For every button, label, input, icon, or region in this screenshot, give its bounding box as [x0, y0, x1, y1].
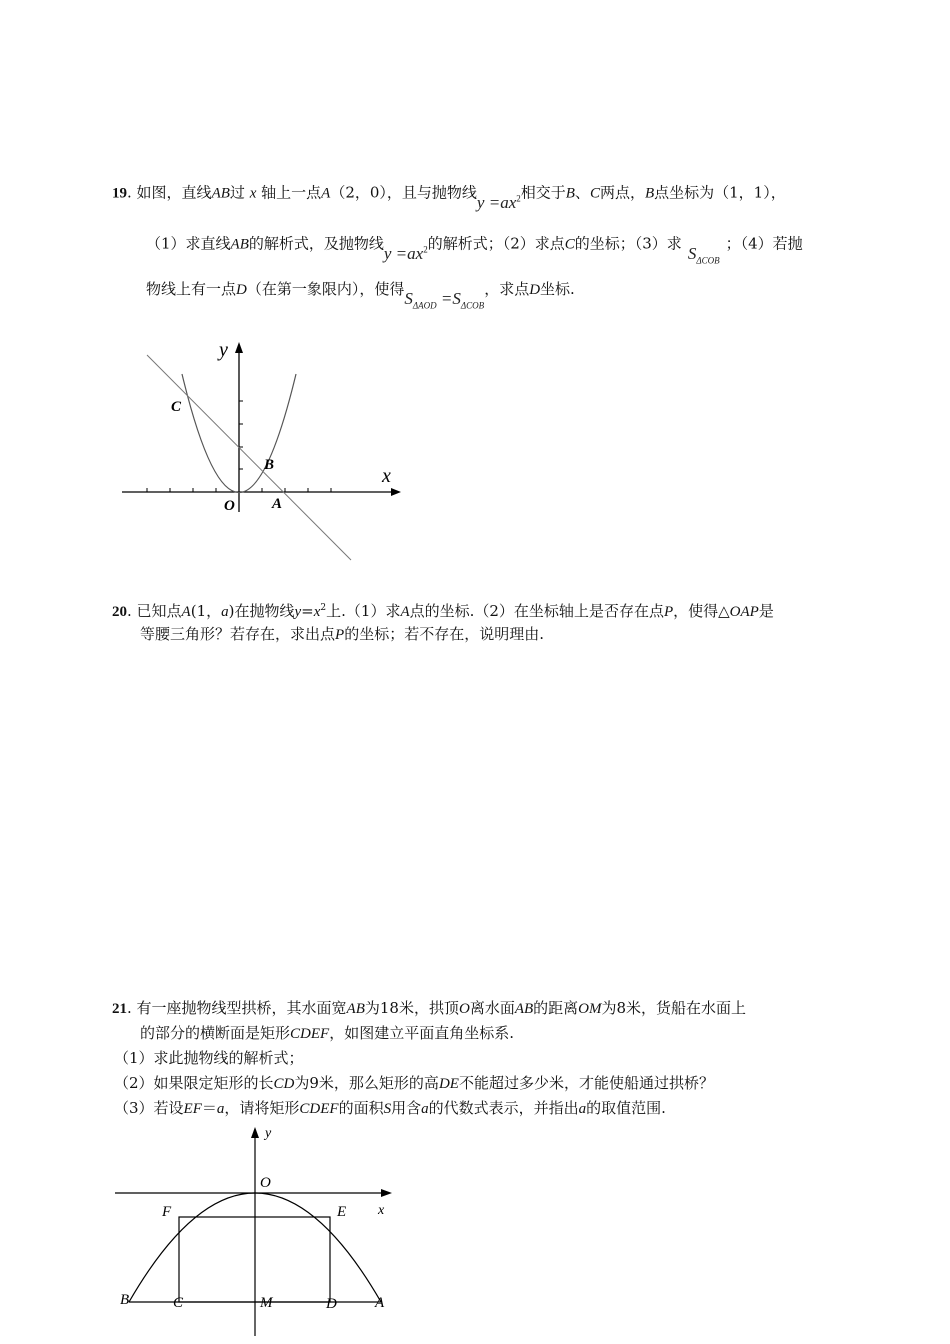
q21-label-x: x: [378, 1203, 385, 1218]
q21-text: 的距离: [533, 999, 579, 1017]
q21-var: DE: [438, 1076, 459, 1092]
q19-text: ，求点: [484, 280, 530, 298]
q20-text: 等腰三角形？若存在，求出点: [140, 625, 336, 643]
q21-text: ，请将矩形: [224, 1099, 300, 1117]
q19-text: 两点，: [599, 183, 645, 202]
q19-label-x: x: [382, 465, 391, 487]
q19-area-equation: $S_{\Delta AOD} =S_{\Delta COB}$: [404, 289, 485, 311]
q21-text: 的代数式表示，并指出: [428, 1099, 579, 1117]
q21-text: 的部分的横断面是矩形: [140, 1024, 291, 1042]
q19-y-arrow: [235, 342, 243, 353]
q19-text: 坐标.: [540, 280, 575, 298]
q19-label-o: O: [224, 498, 235, 514]
q19-var: AB: [211, 185, 230, 202]
q21-text: 的面积: [338, 1099, 384, 1117]
q19-text: 的坐标；（3）求: [574, 234, 682, 253]
q21-var: CDEF: [299, 1101, 339, 1117]
q21-line2: [140, 1023, 514, 1044]
q19-var: C: [564, 236, 575, 253]
q19-var: A: [321, 185, 331, 202]
q20-text: =: [301, 602, 314, 620]
q19-parabola-formula: $y =ax^2$: [476, 192, 521, 212]
q20-text: 点的坐标.（2）在坐标轴上是否存在点: [409, 602, 664, 620]
q21-label-o: O: [260, 1175, 271, 1191]
q19-number: 19: [112, 185, 127, 202]
q19-var: AB: [230, 236, 249, 253]
q20-var: y: [294, 604, 302, 620]
q21-figure: [0, 1110, 950, 1344]
q20-var: A: [181, 604, 191, 620]
q21-text: 不能超过多少米，才能使船通过拱桥？: [458, 1074, 714, 1092]
q21-label-y: y: [265, 1126, 272, 1141]
q20-var: P: [335, 627, 345, 643]
q21-text: 为9米，那么矩形的高: [294, 1074, 439, 1092]
q20-text: ，使得△: [673, 602, 730, 620]
q21-text: （3）若设: [114, 1099, 184, 1117]
q19-text: （2，0），且与抛物线: [330, 183, 477, 202]
q21-label-f: F: [162, 1204, 172, 1220]
q19-text: 点坐标为（1，1），: [654, 183, 786, 202]
q21-text: （1）求此抛物线的解析式；: [114, 1049, 304, 1067]
q20-text: . 已知点: [127, 602, 182, 620]
q21-sub2: [114, 1073, 714, 1094]
q19-text: 的解析式，及抛物线: [248, 234, 384, 253]
q21-x-arrow: [381, 1189, 392, 1197]
q21-label-e: E: [337, 1204, 347, 1220]
q19-var: D: [236, 282, 247, 298]
q20-text: 上.（1）求: [326, 602, 401, 620]
q19-text: .: [127, 183, 132, 202]
q19-text: 过: [229, 183, 245, 202]
q21-text: （2）如果限定矩形的长: [114, 1074, 274, 1092]
q19-text: 如图，直线: [131, 183, 212, 202]
q19-text: 的解析式；（2）求点: [427, 234, 565, 253]
q19-label-b: B: [264, 457, 275, 473]
q19-label-c: C: [171, 399, 182, 415]
q21-var: a: [578, 1101, 587, 1117]
q20-text: 的坐标；若不存在，说明理由.: [344, 625, 544, 643]
q19-text: （1）求直线: [146, 234, 231, 253]
q21-label-d: D: [326, 1296, 337, 1312]
q19-var: D: [529, 282, 541, 298]
q21-label-c: C: [173, 1295, 184, 1311]
q21-y-arrow: [251, 1127, 259, 1138]
q20-number: 20: [112, 604, 127, 620]
q19-label-a: A: [272, 496, 283, 512]
q19-x-arrow: [391, 488, 401, 496]
q21-text: ＝: [201, 1099, 217, 1117]
q21-var: CD: [273, 1076, 295, 1092]
q19-text: 、: [574, 183, 590, 202]
q19-text: 物线上有一点: [146, 280, 237, 298]
q21-text: 用含: [391, 1099, 422, 1117]
q21-label-a: A: [375, 1295, 385, 1311]
q20-line2: [140, 624, 544, 645]
q19-text: （在第一象限内），使得: [246, 280, 405, 298]
q21-var: S: [383, 1101, 392, 1117]
q19-text: 轴上一点: [261, 183, 322, 202]
q20-exponent: 2: [320, 603, 327, 613]
q21-label-m: M: [260, 1295, 273, 1311]
q21-number: 21: [112, 1001, 127, 1017]
q19-var: x: [249, 185, 257, 202]
q19-parabola-formula: $y =ax^2$: [383, 243, 428, 263]
q21-var: CDEF: [290, 1026, 330, 1042]
q19-line-ab: [147, 355, 351, 560]
q20-var: a: [221, 604, 229, 620]
q20-text: (1，: [190, 602, 222, 620]
q20-text: )在抛物线: [228, 602, 295, 620]
q21-line1: [112, 998, 746, 1019]
q19-var: C: [589, 185, 600, 202]
q21-text: . 有一座抛物线型拱桥，其水面宽: [127, 999, 347, 1017]
q21-text: 的取值范围.: [586, 1099, 666, 1117]
q21-var: EF: [183, 1101, 202, 1117]
q19-figure: [0, 0, 950, 600]
q21-sub1: [114, 1048, 304, 1068]
q20-line1: [112, 598, 774, 622]
q19-text: 相交于: [520, 183, 566, 202]
q19-label-y: y: [219, 339, 228, 361]
q21-var: O: [458, 1001, 470, 1017]
q20-var: A: [400, 604, 410, 620]
q21-var: a: [216, 1101, 225, 1117]
q20-var: x: [313, 604, 321, 620]
q21-var: a: [421, 1101, 429, 1117]
q21-text: ，如图建立平面直角坐标系.: [329, 1024, 514, 1042]
q20-var: OAP: [729, 604, 759, 620]
q21-label-b: B: [120, 1292, 130, 1308]
q21-text: 离水面: [469, 999, 515, 1017]
q19-var: B: [565, 185, 575, 202]
q20-text: 是: [758, 602, 774, 620]
q20-var: P: [663, 604, 674, 620]
q21-text: 为8米，货船在水面上: [601, 999, 747, 1017]
q21-text: 为18米，拱顶: [364, 999, 459, 1017]
q19-text: ；（4）若抛: [725, 234, 803, 253]
q21-var: AB: [346, 1001, 365, 1017]
q21-var: OM: [578, 1001, 602, 1017]
q19-area-cob: $S_{\Delta COB}$: [687, 243, 720, 266]
q21-var: AB: [514, 1001, 534, 1017]
q19-var: B: [644, 185, 655, 202]
